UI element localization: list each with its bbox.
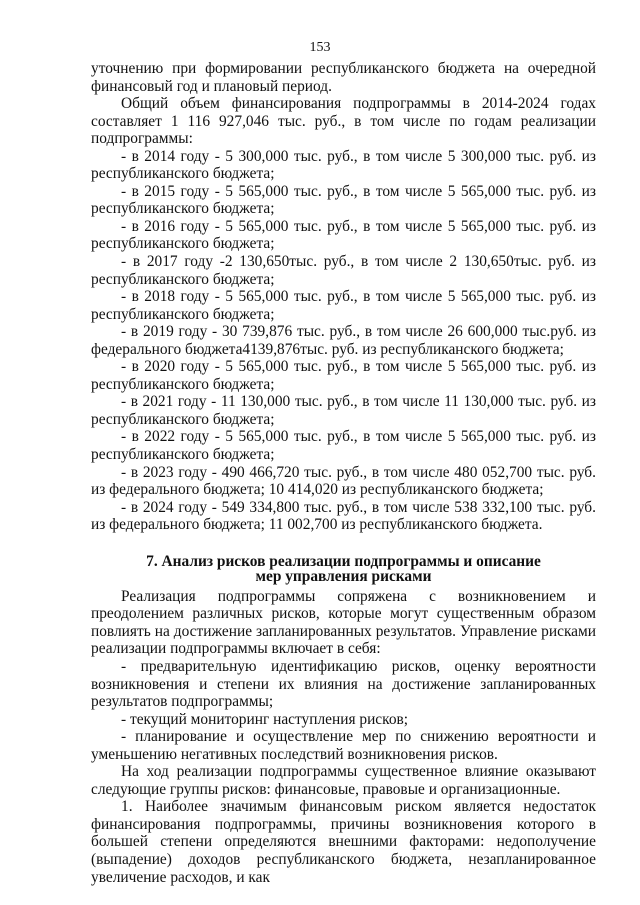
- funding-item-2019: - в 2019 году - 30 739,876 тыс. руб., в том числе 26 600,000 тыс.руб. из федерального бюджета4139,876тыс. руб. из республиканского бюджета;: [91, 323, 596, 358]
- financial-risk-paragraph: 1. Наиболее значимым финансовым риском является недостаток финансирования подпрограммы, причины возникновения которого в большей степени определяются внешними факторами: недополучение (выпадение) доходов республиканского бюджета, незапланированное увеличение расходов, и как: [91, 798, 596, 886]
- funding-item-2017: - в 2017 году -2 130,650тыс. руб., в том числе 2 130,650тыс. руб. из республиканского бюджета;: [91, 253, 596, 288]
- funding-item-2022: - в 2022 году - 5 565,000 тыс. руб., в том числе 5 565,000 тыс. руб. из республиканского бюджета;: [91, 428, 596, 464]
- risk-list-item-monitoring: - текущий мониторинг наступления рисков;: [121, 710, 409, 728]
- section-heading-line1: 7. Анализ рисков реализации подпрограммы и описание: [146, 552, 541, 570]
- risk-list-item-planning: - планирование и осуществление мер по снижению вероятности и уменьшению негативных последствий возникновения рисков.: [91, 728, 596, 763]
- risk-list-item-identification: - предварительную идентификацию рисков, оценку вероятности возникновения и степени их влияния на достижение запланированных результатов подпрограммы;: [91, 657, 596, 711]
- funding-item-2014: - в 2014 году - 5 300,000 тыс. руб., в том числе 5 300,000 тыс. руб. из республиканского бюджета;: [91, 147, 596, 183]
- funding-item-2023: - в 2023 году - 490 466,720 тыс. руб., в том числе 480 052,700 тыс. руб. из федерального бюджета; 10 414,020 из республиканского бюджета;: [91, 463, 596, 499]
- page-number: 153: [309, 40, 331, 55]
- risk-paragraph-intro: Реализация подпрограммы сопряжена с возникновением и преодолением различных рисков, которые могут существенным образом повлиять на достижение запланированных результатов. Управление рисками реализации подпрограммы включает в себя:: [91, 587, 596, 658]
- funding-item-2021: - в 2021 году - 11 130,000 тыс. руб., в том числе 11 130,000 тыс. руб. из республиканского бюджета;: [91, 393, 596, 428]
- funding-item-2016: - в 2016 году - 5 565,000 тыс. руб., в том числе 5 565,000 тыс. руб. из республиканского бюджета;: [91, 217, 596, 253]
- section-heading-line2: мер управления рисками: [255, 567, 432, 585]
- funding-item-2024: - в 2024 году - 549 334,800 тыс. руб., в том числе 538 332,100 тыс. руб. из федерального бюджета; 11 002,700 из республиканского бюджета.: [91, 498, 596, 534]
- section-heading: [91, 554, 596, 584]
- funding-total: Общий объем финансирования подпрограммы в 2014-2024 годах составляет 1 116 927,046 тыс. руб., в том числе по годам реализации подпрограммы:: [91, 95, 596, 148]
- document-body: [91, 60, 596, 886]
- risk-groups-paragraph: На ход реализации подпрограммы существенное влияние оказывают следующие группы рисков: финансовые, правовые и организационные.: [91, 763, 596, 798]
- funding-item-2018: - в 2018 году - 5 565,000 тыс. руб., в том числе 5 565,000 тыс. руб. из республиканского бюджета;: [91, 288, 596, 323]
- funding-item-2020: - в 2020 году - 5 565,000 тыс. руб., в том числе 5 565,000 тыс. руб. из республиканского бюджета;: [91, 358, 596, 393]
- funding-item-2015: - в 2015 году - 5 565,000 тыс. руб., в том числе 5 565,000 тыс. руб. из республиканского бюджета;: [91, 182, 596, 218]
- intro-continuation: уточнению при формировании республиканского бюджета на очередной финансовый год и плановый период.: [91, 60, 596, 95]
